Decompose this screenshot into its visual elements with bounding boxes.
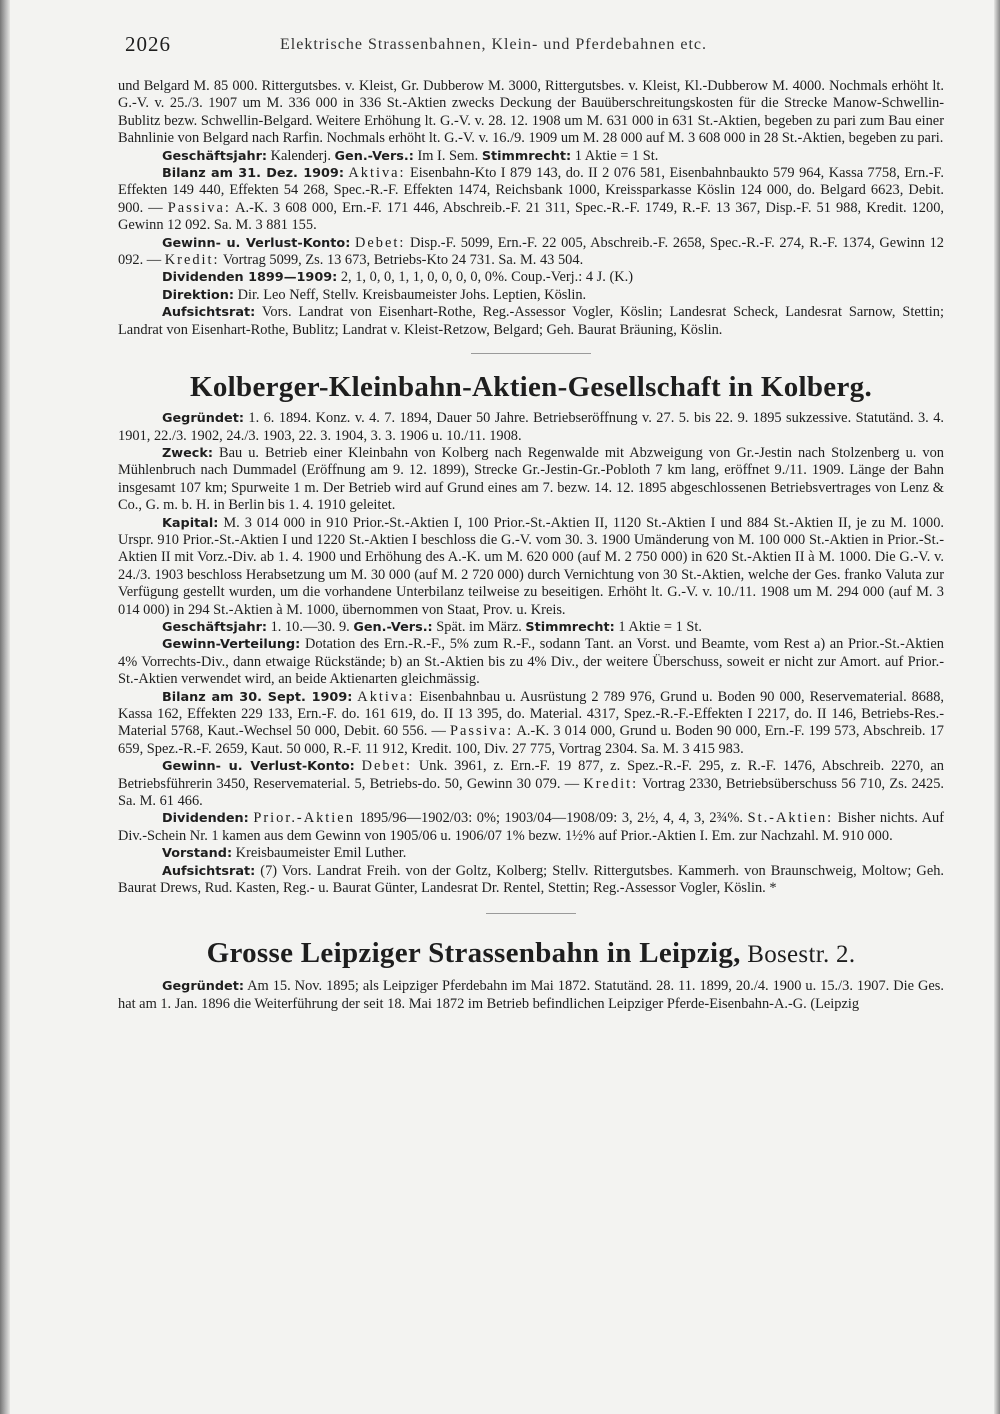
section-kolberger-kleinbahn (118, 370, 944, 897)
profit-distribution-paragraph: Gewinn-Verteilung: Dotation des Ern.-R.-F., 5% zum R.-F., sodann Tant. an Vorst. und Beamte, vom Rest a) an Prior.-St.-Aktien 4% Vorrechts-Div., dann etwaige Rückstände; b) an St.-Aktien bis zu 4% Div., der weitere Überschuss, soweit er nicht zur Amort. auf Prior.-St.-Aktien verwendet wird, an beide Aktienarten gleichmässig. (118, 636, 944, 688)
section-continued-entry (118, 78, 944, 339)
dividends-paragraph: Dividenden 1899—1909: 2, 1, 0, 0, 1, 1, 0, 0, 0, 0, 0%. Coup.-Verj.: 4 J. (K.) (162, 269, 634, 286)
business-year-line: Geschäftsjahr: Kalenderj. Gen.-Vers.: Im I. Sem. Stimmrecht: 1 Aktie = 1 St. (162, 147, 659, 164)
label-kredit: Kredit: (583, 775, 639, 792)
capital-paragraph: Kapital: M. 3 014 000 in 910 Prior.-St.-Aktien I, 100 Prior.-St.-Aktien II, 1120 St.-Aktien I und 884 St.-Aktien II, je zu M. 1000. Urspr. 910 Prior.-St.-Aktien I und 1220 St.-Aktien I beschloss die G.-V. vom 30. 3. 1900 Umänderung von M. 100 000 St.-Aktien in Prior.-St.-Aktien II mit Vorz.-Div. ab 1. 4. 1900 und Erhöhung des A.-K. um M. 620 000 (auf M. 2 750 000) in 620 St.-Aktien II à M. 1000. Die G.-V. v. 24./3. 1903 beschloss Herabsetzung um M. 30 000 (auf M. 2 720 000) durch Vernichtung von 30 St.-Aktien, welche der Ges. franko Valuta zur Verfügung gestellt wurden, um die vorhandene Unterbilanz teilweise zu beseitigen. Erhöht lt. G.-V. v. 10./11. 1908 um M. 294 000 (auf M. 3 014 000) in 294 St.-Aktien à M. 1000, übernommen von Staat, Prov. u. Kreis. (118, 514, 944, 618)
label-debet: Debet: (354, 234, 406, 251)
label-zweck: Zweck: (162, 445, 213, 461)
label-aktiva: Aktiva: (348, 165, 406, 182)
dividends-paragraph: Dividenden: Prior.-Aktien 1895/96—1902/03: 0%; 1903/04—1908/09: 3, 2½, 4, 4, 3, 2¾%. St.-Aktien: Bisher nichts. Auf Div.-Schein Nr. 1 kamen aus dem Gewinn von 1905/06 u. 1906/07 1% bezw. 1½% auf Prior.-Aktien I. Em. zur Nachzahl. M. 910 000. (118, 810, 944, 844)
label-gen-vers: Gen.-Vers.: (353, 619, 433, 635)
balance-sheet-paragraph: Bilanz am 31. Dez. 1909: Aktiva: Eisenbahn-Kto I 879 143, do. II 2 076 581, Eisenbahnbaukto 579 964, Kassa 7758, Ern.-F. Effekten 149 440, Effekten 54 268, Spec.-R.-F. Effekten 1474, Reichsbank 1000, Kreissparkasse Köslin 124 000, do. Belgard 6623, Debit. 900. — Passiva: A.-K. 3 608 000, Ern.-F. 171 446, Abschreib.-F. 21 311, Spec.-R.-F. 1749, R.-F. 13 367, Disp.-F. 51 988, Kredit. 1200, Gewinn 12 092. Sa. M. 3 881 155. (118, 165, 944, 234)
profit-loss-paragraph: Gewinn- u. Verlust-Konto: Debet: Disp.-F. 5099, Ern.-F. 22 005, Abschreib.-F. 2658, Spec.-R.-F. 274, R.-F. 1374, Gewinn 12 092. — Kredit: Vortrag 5099, Zs. 13 673, Betriebs-Kto 24 731. Sa. M. 43 504. (118, 234, 944, 269)
label-stimmrecht: Stimmrecht: (525, 619, 615, 635)
page-header (125, 32, 945, 62)
label-gegruendet: Gegründet: (162, 979, 244, 995)
company-heading: Grosse Leipziger Strassenbahn in Leipzig, Bosestr. 2. (206, 937, 856, 970)
label-kapital: Kapital: (162, 515, 219, 531)
founded-paragraph: Gegründet: 1. 6. 1894. Konz. v. 4. 7. 1894, Dauer 50 Jahre. Betriebseröffnung v. 27. 5. bis 22. 9. 1895 sukzessive. Statutänd. 3. 4. 1901, 22./3. 1902, 24./3. 1903, 22. 3. 1904, 3. 3. 1906 u. 10./11. 1908. (118, 410, 944, 444)
label-aufsichtsrat: Aufsichtsrat: (162, 863, 256, 879)
label-vorstand: Vorstand: (162, 846, 233, 862)
label-aufsichtsrat: Aufsichtsrat: (162, 305, 256, 321)
company-address: Bosestr. 2. (740, 941, 856, 969)
label-geschaeftsjahr: Geschäftsjahr: (162, 148, 267, 164)
company-heading: Kolberger-Kleinbahn-Aktien-Gesellschaft in Kolberg. (190, 371, 872, 404)
label-gen-vers: Gen.-Vers.: (334, 148, 414, 164)
label-passiva: Passiva: (167, 199, 231, 216)
label-dividenden: Dividenden 1899—1909: (162, 270, 338, 286)
label-gewinn-verteilung: Gewinn-Verteilung: (162, 637, 301, 653)
profit-loss-paragraph: Gewinn- u. Verlust-Konto: Debet: Unk. 3961, z. Ern.-F. 19 877, z. Spez.-R.-F. 295, z. R.-F. 1476, Abschreib. 2270, an Betriebsführerin 3450, Reservematerial. 5, Betriebs-do. 50, Gewinn 30 079. — Kredit: Vortrag 2330, Betriebsüberschuss 56 710, Zs. 2425. Sa. M. 61 466. (118, 758, 944, 810)
label-geschaeftsjahr: Geschäftsjahr: (162, 619, 267, 635)
running-title: Elektrische Strassenbahnen, Klein- und Pferdebahnen etc. (280, 36, 707, 53)
purpose-paragraph: Zweck: Bau u. Betrieb einer Kleinbahn von Kolberg nach Regenwalde mit Abzweigung von Gr.-Jestin nach Stolzenberg u. von Mühlenbruch nach Dummadel (Eröffnung am 9. 12. 1899), Strecke Gr.-Jestin-Gr.-Pobloth 7 km lang, eröffnet 9./11. 1909. Länge der Bahn insgesamt 107 km; Spurweite 1 m. Der Betrieb wird auf Grund eines am 7. bezw. 14. 12. 1895 abgeschlossenen Betriebsvertrages von Lenz & Co., G. m. b. H. in Berlin bis 1. 4. 1910 geleitet. (118, 444, 944, 514)
label-kredit: Kredit: (164, 252, 220, 269)
label-bilanz: Bilanz am 30. Sept. 1909: (162, 689, 353, 705)
page-content (118, 78, 944, 1013)
founded-paragraph: Gegründet: Am 15. Nov. 1895; als Leipziger Pferdebahn im Mai 1872. Statutänd. 28. 11. 1899, 20./4. 1900 u. 15./3. 1907. Die Ges. hat am 1. Jan. 1896 die Weiterführung der seit 18. Mai 1872 im Betrieb befindlichen Leipziger Pferde-Eisenbahn-A.-G. (Leipzig (118, 978, 944, 1012)
label-dividenden: Dividenden: (162, 811, 249, 827)
label-direktion: Direktion: (162, 287, 235, 303)
label-gewinn-verlust: Gewinn- u. Verlust-Konto: (162, 235, 351, 251)
business-year-line: Geschäftsjahr: 1. 10.—30. 9. Gen.-Vers.: Spät. im März. Stimmrecht: 1 Aktie = 1 St. (162, 618, 702, 635)
management-paragraph: Direktion: Dir. Leo Neff, Stellv. Kreisbaumeister Johs. Leptien, Köslin. (162, 286, 587, 303)
label-gewinn-verlust: Gewinn- u. Verlust-Konto: (162, 759, 355, 775)
binding-edge (0, 0, 10, 1414)
section-grosse-leipziger-strassenbahn (118, 936, 944, 1013)
label-st-aktien: St.-Aktien: (747, 810, 834, 827)
supervisory-board-paragraph: Aufsichtsrat: Vors. Landrat von Eisenhart-Rothe, Reg.-Assessor Vogler, Köslin; Landesrat Scheck, Landesrat Sarnow, Stettin; Landrat von Eisenhart-Rothe, Bublitz; Landrat v. Kleist-Retzow, Belgard; Geh. Baurat Bräuning, Köslin. (118, 304, 944, 338)
label-debet: Debet: (361, 758, 413, 775)
page-edge (994, 0, 1000, 1414)
label-prior-aktien: Prior.-Aktien (253, 810, 355, 827)
label-bilanz: Bilanz am 31. Dez. 1909: (162, 166, 344, 182)
label-stimmrecht: Stimmrecht: (481, 148, 572, 164)
section-divider (471, 353, 591, 354)
balance-sheet-paragraph: Bilanz am 30. Sept. 1909: Aktiva: Eisenbahnbau u. Ausrüstung 2 789 976, Grund u. Boden 90 000, Reservematerial. 8688, Kassa 162, Effekten 229 133, Ern.-F. do. 161 619, do. II 13 395, do. Material. 4317, Spez.-R.-F.-Effekten I 2217, do. II 146, Betriebs-Res.-Material 5768, Kaut.-Wechsel 50 000, Debit. 60 556. — Passiva: A.-K. 3 014 000, Grund u. Boden 90 000, Ern.-F. 199 573, Abschreib. 17 659, Spez.-R.-F. 2659, Kaut. 50 000, R.-F. 11 912, Kredit. 100, Div. 27 775, Vortrag 2304. Sa. M. 3 415 983. (118, 688, 944, 757)
capital-continuation: und Belgard M. 85 000. Rittergutsbes. v. Kleist, Gr. Dubberow M. 3000, Rittergutsbes. v. Kleist, Kl.-Dubberow M. 4000. Nochmals erhöht lt. G.-V. v. 25./3. 1907 um M. 336 000 in 336 St.-Aktien zwecks Deckung der Bauüberschreitungskosten für die Strecke Manow-Schwellin-Bublitz bezw. Schwellin-Belgard. Weitere Erhöhung lt. G.-V. v. 28. 12. 1908 um M. 631 000 in 631 St.-Aktien, begeben zu pari zum Bau einer Bahnlinie von Belgard nach Rarfin. Nochmals erhöht lt. G.-V. v. 16./9. 1909 um M. 28 000 auf M. 3 608 000 in 28 St.-Aktien, begeben zu pari. (118, 78, 944, 147)
supervisory-board-paragraph: Aufsichtsrat: (7) Vors. Landrat Freih. von der Goltz, Kolberg; Stellv. Rittergutsbes. Kammerh. von Braunschweig, Moltow; Geh. Baurat Drews, Rud. Kasten, Reg.- u. Baurat Günter, Landesrat Dr. Rentel, Stettin; Reg.-Assessor Vogler, Köslin. * (118, 862, 944, 897)
label-aktiva: Aktiva: (357, 688, 415, 705)
page-number: 2026 (125, 32, 171, 56)
label-passiva: Passiva: (449, 723, 514, 740)
label-gegruendet: Gegründet: (162, 411, 244, 427)
section-divider (486, 913, 576, 914)
board-paragraph: Vorstand: Kreisbaumeister Emil Luther. (162, 845, 407, 862)
